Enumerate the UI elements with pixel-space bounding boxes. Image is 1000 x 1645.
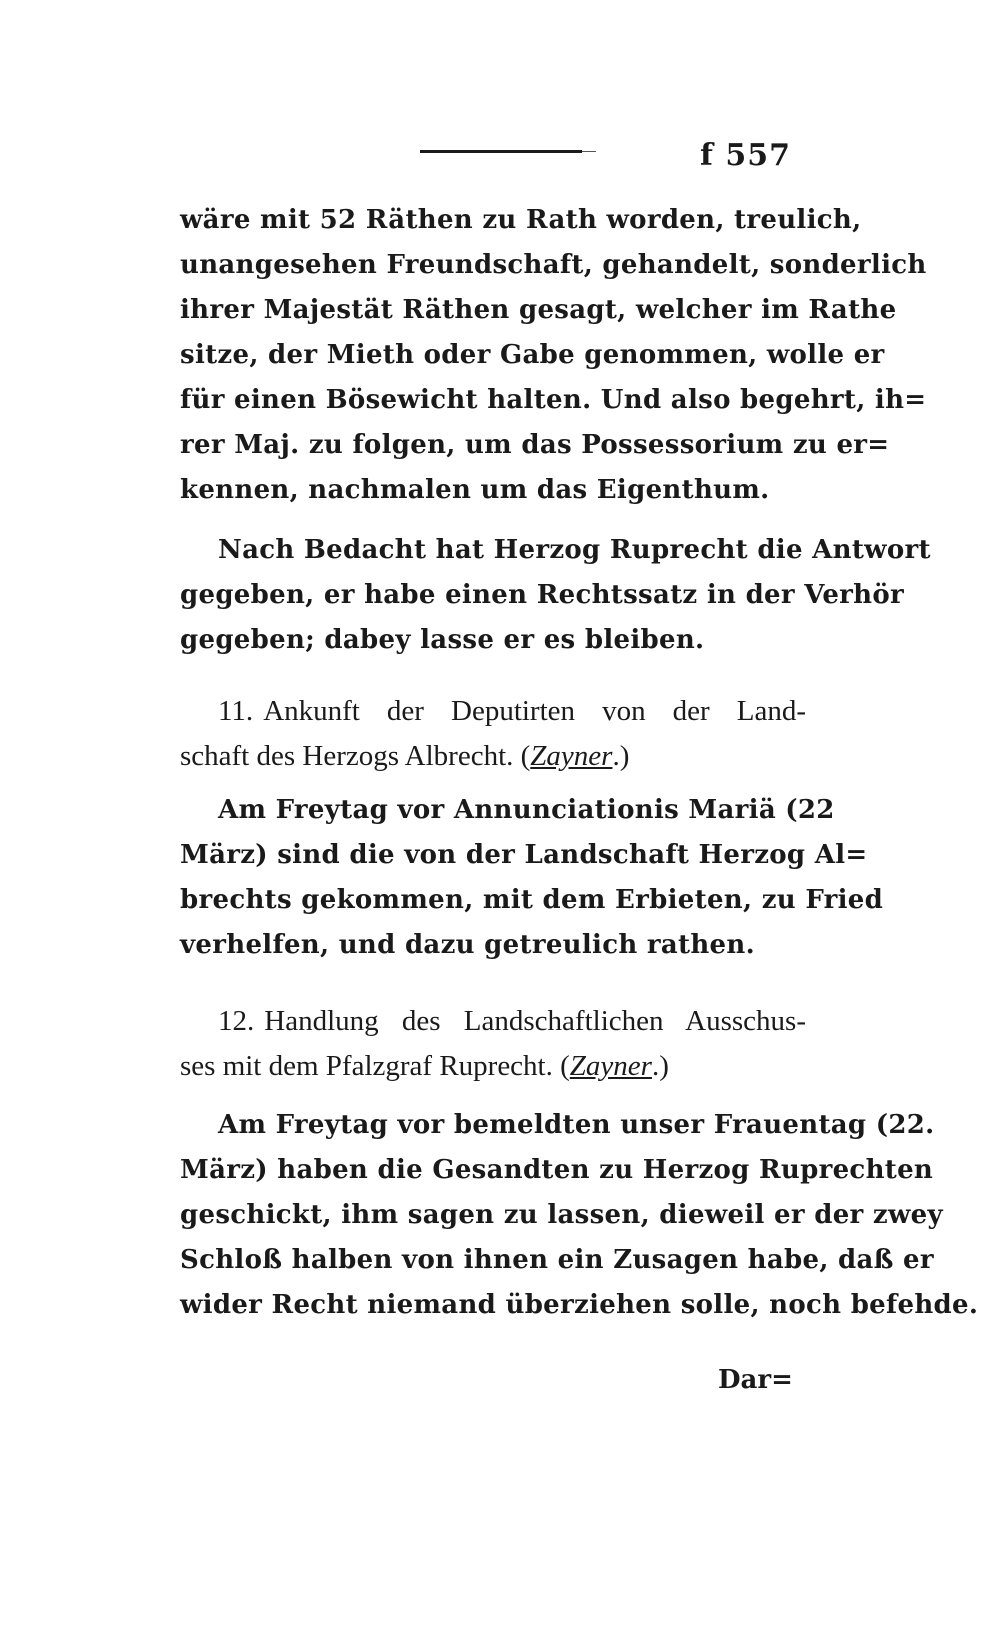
text-line: für einen Bösewicht halten. Und also begehrt, ih= <box>180 385 927 415</box>
text-line: Schloß halben von ihnen ein Zusagen habe, daß er <box>180 1245 934 1275</box>
text-line: verhelfen, und dazu getreulich rathen. <box>180 930 755 960</box>
citation-source: Zayner <box>569 1050 652 1082</box>
section-heading <box>218 695 806 728</box>
section-number: 12. <box>218 1005 255 1037</box>
text-line: Am Freytag vor bemeldten unser Frauentag (22. <box>218 1110 935 1140</box>
text-line: Nach Bedacht hat Herzog Ruprecht die Antwort <box>218 535 931 565</box>
text-line: wider Recht niemand überziehen solle, noch befehde. <box>180 1290 979 1320</box>
section-heading-text: Handlung des Landschaftlichen Ausschus- <box>264 1005 806 1037</box>
text-line: ihrer Majestät Räthen gesagt, welcher im Rathe <box>180 295 897 325</box>
citation-source: Zayner <box>530 740 613 772</box>
text-line: Am Freytag vor Annunciationis Mariä (22 <box>218 795 835 825</box>
text-line: März) haben die Gesandten zu Herzog Ruprechten <box>180 1155 934 1185</box>
text-line: rer Maj. zu folgen, um das Possessorium zu er= <box>180 430 890 460</box>
text-line: kennen, nachmalen um das Eigenthum. <box>180 475 770 505</box>
text-line: März) sind die von der Landschaft Herzog Al= <box>180 840 868 870</box>
text-line: wäre mit 52 Räthen zu Rath worden, treulich, <box>180 205 862 235</box>
text-line: sitze, der Mieth oder Gabe genommen, wolle er <box>180 340 885 370</box>
section-heading <box>218 1005 806 1038</box>
catchword: Dar= <box>718 1365 793 1395</box>
text-line: geschickt, ihm sagen zu lassen, dieweil er der zwey <box>180 1200 943 1230</box>
section-heading-continued: ses mit dem Pfalzgraf Ruprecht. (Zayner.) <box>180 1050 669 1082</box>
page-number-value: 557 <box>725 138 791 173</box>
text-line: brechts gekommen, mit dem Erbieten, zu Fried <box>180 885 884 915</box>
header-mark: f <box>700 138 714 173</box>
header-rule <box>420 150 582 153</box>
text-line: unangesehen Freundschaft, gehandelt, sonderlich <box>180 250 927 280</box>
text-line: gegeben; dabey lasse er es bleiben. <box>180 625 705 655</box>
page-number <box>700 138 791 173</box>
text-line: gegeben, er habe einen Rechtssatz in der Verhör <box>180 580 905 610</box>
section-heading-continued: schaft des Herzogs Albrecht. (Zayner.) <box>180 740 630 772</box>
section-number: 11. <box>218 695 254 727</box>
section-heading-text: Ankunft der Deputirten von der Land- <box>263 695 806 727</box>
